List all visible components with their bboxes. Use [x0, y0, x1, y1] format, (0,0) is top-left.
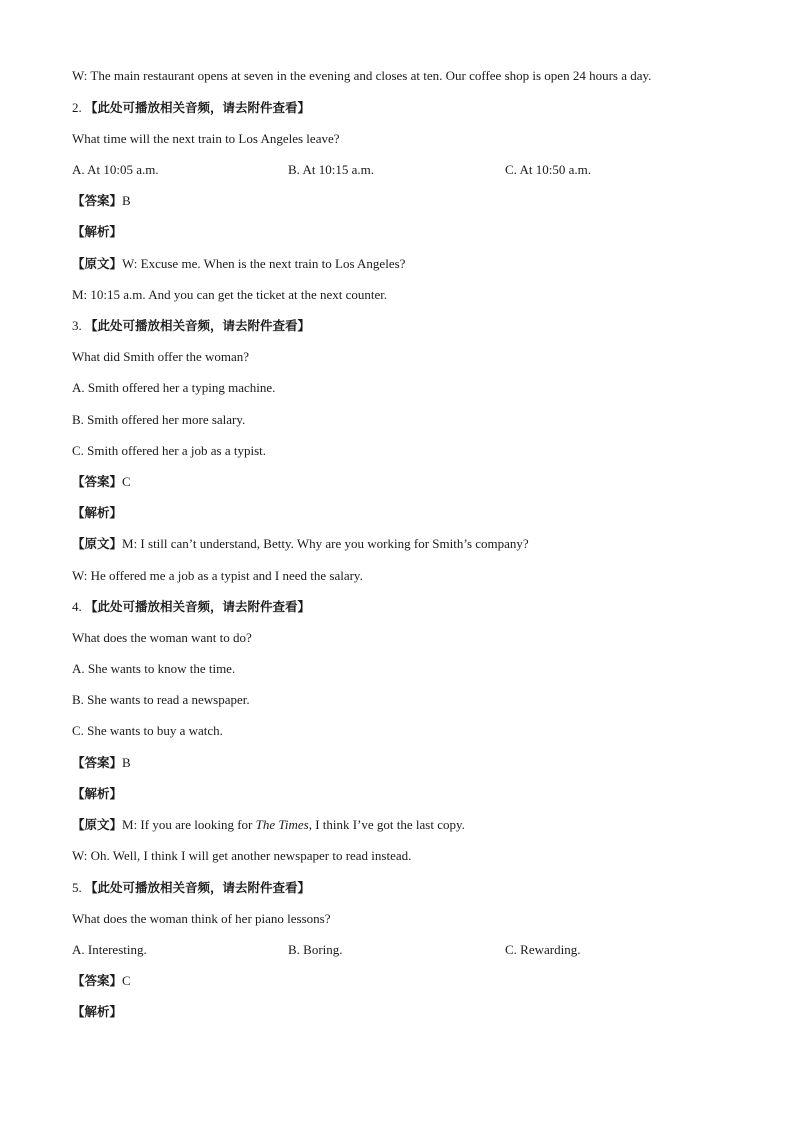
question-header [72, 318, 310, 334]
original-text-cont: , I think I’ve got the last copy. [308, 817, 465, 832]
dialogue-line: W: The main restaurant opens at seven in the evening and closes at ten. Our coffee shop is open 24 hours a day. [72, 68, 652, 83]
answer-tag: 【答案】 [72, 474, 123, 489]
question-number: 5. [72, 880, 82, 895]
question-text: What does the woman think of her piano lessons? [72, 911, 331, 926]
original-tag: 【原文】 [72, 536, 123, 551]
audio-note: 【此处可播放相关音频，请去附件查看】 [85, 880, 311, 895]
answer-row [72, 973, 131, 989]
question-text: What did Smith offer the woman? [72, 349, 250, 364]
answer-row [72, 474, 131, 490]
option-a: A. She wants to know the time. [72, 661, 236, 676]
original-text: W: Excuse me. When is the next train to Los Angeles? [122, 256, 406, 271]
original-text-2: W: He offered me a job as a typist and I need the salary. [72, 568, 363, 583]
audio-note: 【此处可播放相关音频，请去附件查看】 [85, 599, 311, 614]
answer-value: C [122, 474, 131, 489]
question-header [72, 599, 310, 615]
newspaper-title: The Times [255, 817, 309, 832]
original-text: M: If you are looking for [122, 817, 256, 832]
answer-value: C [122, 973, 131, 988]
question-text: What time will the next train to Los Angeles leave? [72, 131, 340, 146]
answer-tag: 【答案】 [72, 755, 123, 770]
original-row [72, 256, 405, 272]
original-text-2: M: 10:15 a.m. And you can get the ticket at the next counter. [72, 287, 388, 302]
original-row [72, 536, 529, 552]
analysis-tag: 【解析】 [72, 224, 123, 239]
question-number: 2. [72, 100, 82, 115]
option-b: B. Boring. [288, 942, 343, 957]
answer-row [72, 755, 131, 771]
answer-tag: 【答案】 [72, 193, 123, 208]
answer-tag: 【答案】 [72, 973, 123, 988]
question-header [72, 100, 310, 116]
option-b: B. At 10:15 a.m. [288, 162, 374, 177]
question-number: 4. [72, 599, 82, 614]
question-number: 3. [72, 318, 82, 333]
option-b: B. She wants to read a newspaper. [72, 692, 250, 707]
audio-note: 【此处可播放相关音频，请去附件查看】 [85, 100, 311, 115]
original-row [72, 817, 465, 833]
answer-row [72, 193, 131, 209]
option-c: C. At 10:50 a.m. [505, 162, 591, 177]
answer-value: B [122, 755, 131, 770]
question-text: What does the woman want to do? [72, 630, 252, 645]
original-tag: 【原文】 [72, 817, 123, 832]
question-header [72, 880, 310, 896]
option-a: A. At 10:05 a.m. [72, 162, 159, 177]
original-tag: 【原文】 [72, 256, 123, 271]
option-a: A. Smith offered her a typing machine. [72, 380, 276, 395]
analysis-tag: 【解析】 [72, 786, 123, 801]
option-c: C. Smith offered her a job as a typist. [72, 443, 267, 458]
audio-note: 【此处可播放相关音频，请去附件查看】 [85, 318, 311, 333]
option-a: A. Interesting. [72, 942, 147, 957]
original-text-2: W: Oh. Well, I think I will get another newspaper to read instead. [72, 848, 412, 863]
option-b: B. Smith offered her more salary. [72, 412, 246, 427]
answer-value: B [122, 193, 131, 208]
option-c: C. She wants to buy a watch. [72, 723, 223, 738]
analysis-tag: 【解析】 [72, 505, 123, 520]
original-text: M: I still can’t understand, Betty. Why are you working for Smith’s company? [122, 536, 529, 551]
analysis-tag: 【解析】 [72, 1004, 123, 1019]
option-c: C. Rewarding. [505, 942, 581, 957]
